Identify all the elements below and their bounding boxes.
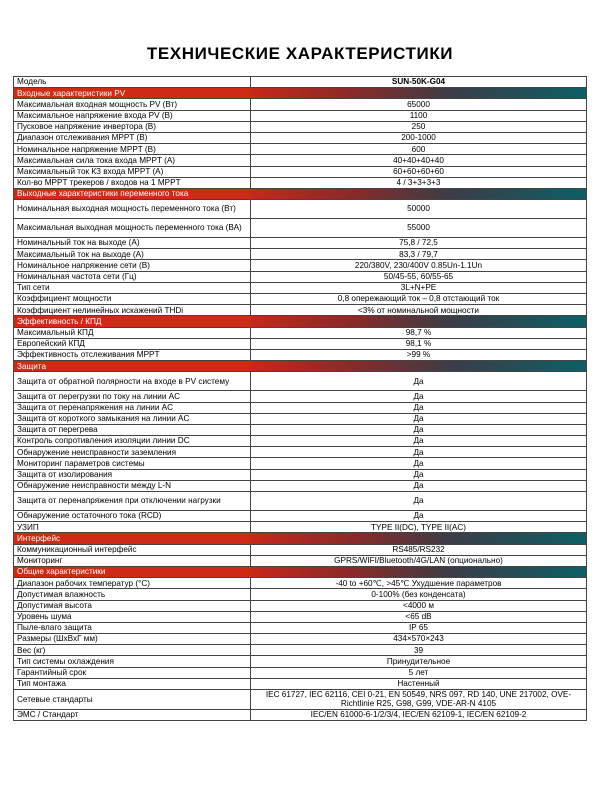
spec-value: 3L+N+PE	[251, 282, 587, 293]
section-header-band	[251, 533, 587, 544]
spec-row	[14, 338, 587, 349]
spec-row	[14, 166, 587, 177]
spec-row	[14, 511, 587, 522]
section-header-row	[14, 533, 587, 544]
spec-row	[14, 413, 587, 424]
spec-row	[14, 600, 587, 611]
spec-label: ЭМС / Стандарт	[14, 709, 251, 720]
spec-row	[14, 544, 587, 555]
spec-row	[14, 436, 587, 447]
spec-row	[14, 622, 587, 633]
specifications-table-body	[14, 77, 587, 721]
spec-value: Да	[251, 372, 587, 391]
spec-value: <65 dB	[251, 611, 587, 622]
spec-row	[14, 667, 587, 678]
spec-value: 75,8 / 72,5	[251, 238, 587, 249]
spec-label: Гарантийный срок	[14, 667, 251, 678]
model-row	[14, 77, 587, 88]
spec-row	[14, 282, 587, 293]
spec-row	[14, 238, 587, 249]
spec-label: Максимальная входная мощность PV (Вт)	[14, 99, 251, 110]
spec-value: 5 лет	[251, 667, 587, 678]
spec-value: Да	[251, 413, 587, 424]
spec-row	[14, 372, 587, 391]
section-header-label: Выходные характеристики переменного тока	[14, 188, 251, 199]
spec-value: 0,8 опережающий ток – 0,8 отстающий ток	[251, 294, 587, 305]
spec-value: Да	[251, 480, 587, 491]
spec-label: Обнаружение неисправности между L-N	[14, 480, 251, 491]
spec-label: Максимальная сила тока входа MPPT (A)	[14, 155, 251, 166]
spec-row	[14, 634, 587, 645]
spec-value: 40+40+40+40	[251, 155, 587, 166]
spec-row	[14, 219, 587, 238]
spec-value: Да	[251, 447, 587, 458]
spec-value: 65000	[251, 99, 587, 110]
spec-label: Диапазон рабочих температур (°C)	[14, 578, 251, 589]
spec-value: Да	[251, 436, 587, 447]
page-title: ТЕХНИЧЕСКИЕ ХАРАКТЕРИСТИКИ	[146, 44, 454, 63]
spec-label: Защита от перенапряжения на линии AC	[14, 402, 251, 413]
spec-row	[14, 458, 587, 469]
spec-row	[14, 155, 587, 166]
spec-label: Размеры (ШхВхГ мм)	[14, 634, 251, 645]
spec-row	[14, 144, 587, 155]
spec-value: 50000	[251, 200, 587, 219]
spec-value: 60+60+60+60	[251, 166, 587, 177]
spec-label: Защита от изолирования	[14, 469, 251, 480]
spec-row	[14, 132, 587, 143]
spec-row	[14, 391, 587, 402]
spec-value: Настенный	[251, 678, 587, 689]
spec-label: Допустимая влажность	[14, 589, 251, 600]
spec-row	[14, 200, 587, 219]
spec-row	[14, 522, 587, 533]
spec-row	[14, 110, 587, 121]
spec-row	[14, 99, 587, 110]
spec-label: Уровень шума	[14, 611, 251, 622]
spec-label: Максимальный ток КЗ входа MPPT (A)	[14, 166, 251, 177]
spec-value: Да	[251, 402, 587, 413]
spec-value: 220/380V, 230/400V 0.85Un-1.1Un	[251, 260, 587, 271]
spec-label: Максимальный КПД	[14, 327, 251, 338]
spec-label: Диапазон отслеживания MPPT (В)	[14, 132, 251, 143]
spec-label: Обнаружение неисправности заземления	[14, 447, 251, 458]
spec-value: >99 %	[251, 349, 587, 360]
spec-value: Да	[251, 492, 587, 511]
spec-value: IEC/EN 61000-6-1/2/3/4, IEC/EN 62109-1, IEC/EN 62109-2	[251, 709, 587, 720]
spec-label: Тип монтажа	[14, 678, 251, 689]
spec-value: Да	[251, 391, 587, 402]
spec-row	[14, 469, 587, 480]
spec-row	[14, 249, 587, 260]
spec-value: RS485/RS232	[251, 544, 587, 555]
section-header-label: Эффективность / КПД	[14, 316, 251, 327]
spec-value: 98,7 %	[251, 327, 587, 338]
spec-value: TYPE II(DC), TYPE II(AC)	[251, 522, 587, 533]
spec-row	[14, 690, 587, 710]
spec-label: Максимальное напряжение входа PV (В)	[14, 110, 251, 121]
section-header-label: Входные характеристики PV	[14, 88, 251, 99]
spec-value: Да	[251, 511, 587, 522]
spec-label: Кол-во MPPT трекеров / входов на 1 MPPT	[14, 177, 251, 188]
spec-row	[14, 424, 587, 435]
section-header-row	[14, 88, 587, 99]
spec-label: Номинальное напряжение MPPT (В)	[14, 144, 251, 155]
spec-label: Эффективность отслеживания MPPT	[14, 349, 251, 360]
spec-label: Номинальная выходная мощность переменного тока (Вт)	[14, 200, 251, 219]
section-header-band	[251, 188, 587, 199]
section-header-row	[14, 566, 587, 577]
spec-label: Контроль сопротивления изоляции линии DC	[14, 436, 251, 447]
spec-value: 50/45-55, 60/55-65	[251, 271, 587, 282]
spec-value: 83,3 / 79,7	[251, 249, 587, 260]
spec-label: Мониторинг	[14, 555, 251, 566]
spec-value: <3% от номинальной мощности	[251, 305, 587, 316]
spec-value: 600	[251, 144, 587, 155]
spec-value: Да	[251, 469, 587, 480]
spec-row	[14, 121, 587, 132]
spec-row	[14, 305, 587, 316]
spec-label: Допустимая высота	[14, 600, 251, 611]
spec-value: GPRS/WIFI/Bluetooth/4G/LAN (опционально)	[251, 555, 587, 566]
spec-row	[14, 177, 587, 188]
section-header-band	[251, 316, 587, 327]
section-header-row	[14, 188, 587, 199]
spec-value: Принудительное	[251, 656, 587, 667]
spec-label: Максимальная выходная мощность переменного тока (ВА)	[14, 219, 251, 238]
spec-row	[14, 480, 587, 491]
spec-label: Защита от перегрузки по току на линии AC	[14, 391, 251, 402]
spec-label: Вес (кг)	[14, 645, 251, 656]
spec-label: Номинальный ток на выходе (A)	[14, 238, 251, 249]
spec-value: 250	[251, 121, 587, 132]
spec-label: УЗИП	[14, 522, 251, 533]
spec-label: Номинальная частота сети (Гц)	[14, 271, 251, 282]
spec-value: IP 65	[251, 622, 587, 633]
spec-value: 434×570×243	[251, 634, 587, 645]
spec-value: SUN-50K-G04	[251, 77, 587, 88]
spec-label: Пусковое напряжение инвертора (В)	[14, 121, 251, 132]
spec-value: 1100	[251, 110, 587, 121]
spec-value: Да	[251, 424, 587, 435]
spec-row	[14, 709, 587, 720]
spec-row	[14, 578, 587, 589]
section-header-row	[14, 316, 587, 327]
spec-row	[14, 555, 587, 566]
section-header-band	[251, 566, 587, 577]
spec-value: 55000	[251, 219, 587, 238]
spec-row	[14, 447, 587, 458]
spec-value: IEC 61727, IEC 62116, CEI 0-21, EN 50549, NRS 097, RD 140, UNE 217002, OVE-Richtlinie R25, G98, G99, VDE-AR-N 4105	[251, 690, 587, 710]
section-header-label: Общие характеристики	[14, 566, 251, 577]
specifications-table	[13, 76, 587, 721]
spec-label: Европейский КПД	[14, 338, 251, 349]
spec-value: <4000 м	[251, 600, 587, 611]
spec-row	[14, 260, 587, 271]
spec-label: Тип системы охлаждения	[14, 656, 251, 667]
spec-value: 0-100% (без конденсата)	[251, 589, 587, 600]
spec-label: Модель	[14, 77, 251, 88]
spec-label: Тип сети	[14, 282, 251, 293]
section-header-label: Интерфейс	[14, 533, 251, 544]
section-header-band	[251, 88, 587, 99]
spec-label: Коэффициент мощности	[14, 294, 251, 305]
spec-label: Защита от перенапряжения при отключении нагрузки	[14, 492, 251, 511]
spec-value: -40 to +60℃, >45℃ Ухудшение параметров	[251, 578, 587, 589]
spec-value: Да	[251, 458, 587, 469]
spec-row	[14, 492, 587, 511]
section-header-band	[251, 361, 587, 372]
spec-row	[14, 678, 587, 689]
spec-row	[14, 294, 587, 305]
spec-label: Номинальное напряжение сети (В)	[14, 260, 251, 271]
section-header-row	[14, 361, 587, 372]
spec-label: Сетевые стандарты	[14, 690, 251, 710]
spec-value: 39	[251, 645, 587, 656]
spec-row	[14, 349, 587, 360]
spec-row	[14, 589, 587, 600]
spec-row	[14, 327, 587, 338]
spec-value: 200-1000	[251, 132, 587, 143]
spec-label: Пыле-влаго защита	[14, 622, 251, 633]
spec-row	[14, 645, 587, 656]
spec-label: Максимальный ток на выходе (A)	[14, 249, 251, 260]
spec-label: Защита от перегрева	[14, 424, 251, 435]
section-header-label: Защита	[14, 361, 251, 372]
spec-label: Коэффициент нелинейных искажений THDi	[14, 305, 251, 316]
spec-row	[14, 402, 587, 413]
spec-row	[14, 611, 587, 622]
spec-value: 98,1 %	[251, 338, 587, 349]
spec-label: Защита от короткого замыкания на линии AC	[14, 413, 251, 424]
spec-row	[14, 656, 587, 667]
spec-row	[14, 271, 587, 282]
spec-label: Коммуникационный интерфейс	[14, 544, 251, 555]
spec-label: Защита от обратной полярности на входе в PV систему	[14, 372, 251, 391]
spec-label: Мониторинг параметров системы	[14, 458, 251, 469]
spec-label: Обнаружение остаточного тока (RCD)	[14, 511, 251, 522]
spec-value: 4 / 3+3+3+3	[251, 177, 587, 188]
